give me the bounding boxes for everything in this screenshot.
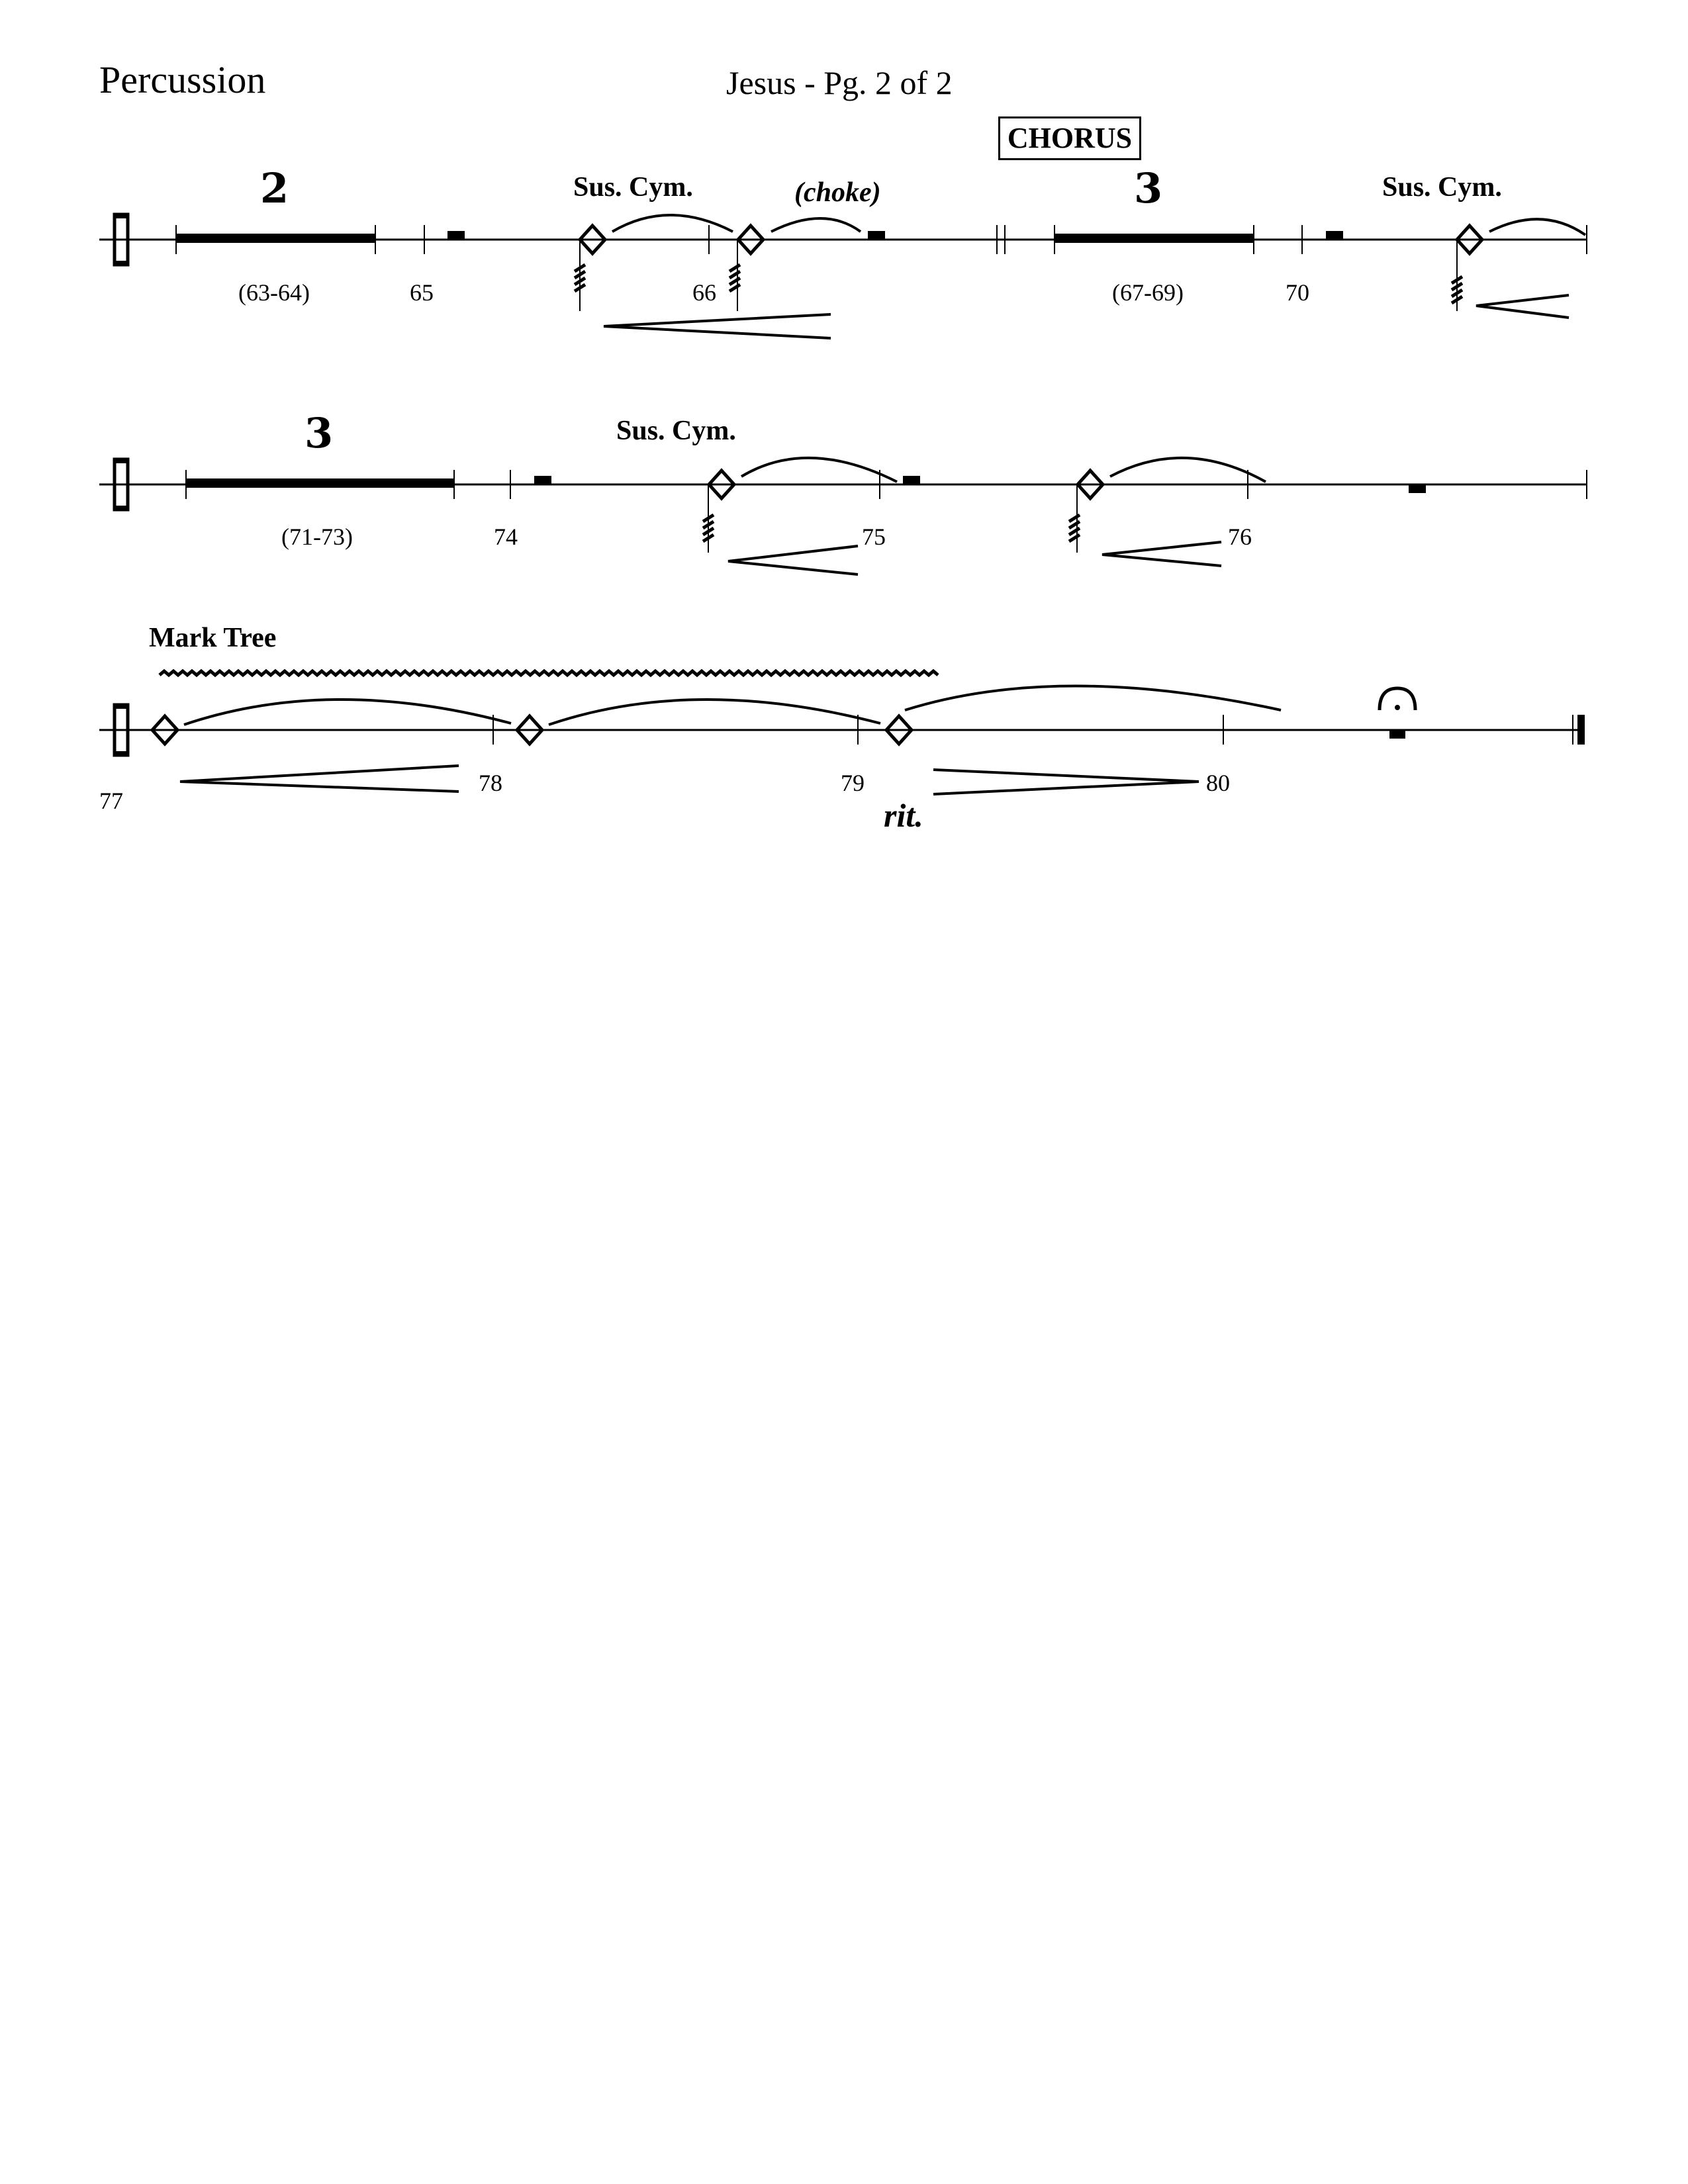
crescendo-hairpin xyxy=(1102,542,1221,566)
multirest-count: 3 xyxy=(305,409,334,457)
measure-number: 65 xyxy=(410,279,434,306)
half-rest xyxy=(868,231,885,240)
tie xyxy=(184,700,511,725)
measure-number: 79 xyxy=(841,770,865,796)
system-2 xyxy=(99,458,1587,574)
tremolo-slashes-icon xyxy=(729,265,740,291)
measure-number: 66 xyxy=(692,279,716,306)
part-name: Percussion xyxy=(99,58,266,101)
tie xyxy=(771,218,861,232)
measure-number: (71-73) xyxy=(281,523,353,550)
crescendo-hairpin xyxy=(180,766,459,792)
fermata-icon xyxy=(1380,688,1415,710)
system-1 xyxy=(99,213,1587,338)
measure-number: 75 xyxy=(862,523,886,550)
half-rest xyxy=(447,231,465,240)
multirest-bar xyxy=(186,478,454,488)
page-title: Jesus - Pg. 2 of 2 xyxy=(726,64,953,101)
multirest-count: 2 xyxy=(260,164,289,212)
tremolo-slashes-icon xyxy=(1069,515,1080,541)
final-barline-thick xyxy=(1577,715,1585,745)
tie xyxy=(905,686,1281,711)
tie xyxy=(612,215,733,232)
whole-rest xyxy=(1409,484,1426,493)
instrument-label-sus-cym: Sus. Cym. xyxy=(616,416,736,446)
instrument-label-sus-cym: Sus. Cym. xyxy=(1382,172,1502,203)
tie xyxy=(741,458,897,482)
whole-rest xyxy=(1389,730,1405,739)
tempo-marking-rit: rit. xyxy=(884,797,923,834)
multirest-count: 3 xyxy=(1134,164,1163,212)
measure-number: 78 xyxy=(479,770,502,796)
measure-number: 80 xyxy=(1206,770,1230,796)
measure-number: 76 xyxy=(1228,523,1252,550)
half-rest xyxy=(1326,231,1343,240)
crescendo-hairpin xyxy=(604,314,831,338)
instrument-label-sus-cym: Sus. Cym. xyxy=(573,172,693,203)
crescendo-hairpin xyxy=(728,546,858,574)
measure-number: 74 xyxy=(494,523,518,550)
multirest-bar xyxy=(176,234,375,243)
expression-choke: (choke) xyxy=(794,177,881,208)
tie xyxy=(1110,458,1266,482)
tie xyxy=(549,700,880,725)
half-rest xyxy=(534,476,551,484)
measure-number: (67-69) xyxy=(1112,279,1184,306)
measure-number: 77 xyxy=(99,788,123,814)
measure-number: (63-64) xyxy=(238,279,310,306)
crescendo-hairpin xyxy=(1476,295,1569,318)
tie xyxy=(1489,219,1585,235)
decrescendo-hairpin xyxy=(933,770,1199,794)
rehearsal-mark-label: CHORUS xyxy=(1007,122,1133,154)
roll-wavy-line xyxy=(160,671,938,675)
measure-number: 70 xyxy=(1286,279,1309,306)
instrument-label-mark-tree: Mark Tree xyxy=(149,623,277,653)
half-rest xyxy=(903,476,920,484)
multirest-bar xyxy=(1055,234,1254,243)
